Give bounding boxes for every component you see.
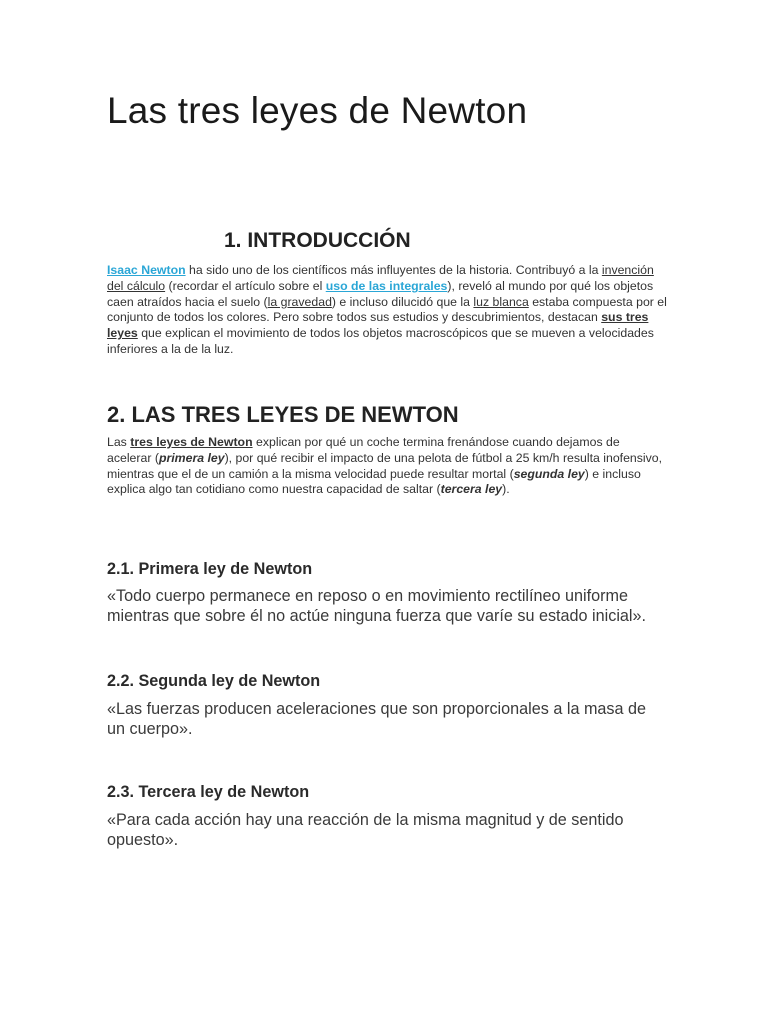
- subheading-first-law: 2.1. Primera ley de Newton: [107, 560, 313, 578]
- link-uso-de-las-integrales[interactable]: uso de las integrales: [325, 278, 448, 293]
- intro-text: ) e incluso dilucidó que la: [331, 294, 474, 309]
- quote-second-law: «Las fuerzas producen aceleraciones que son proporcionales a la masa de un cuerpo».: [107, 700, 647, 738]
- three-laws-paragraph: [107, 435, 667, 498]
- intro-text: ha sido uno de los científicos más influyentes de la historia. Contribuyó a la: [185, 263, 602, 277]
- section-heading-three-laws: 2. LAS TRES LEYES DE NEWTON: [107, 402, 459, 427]
- intro-text: estaba compuesta por el conjunto de todos los colores. Pero sobre todos sus estudios y descubrimientos, destacan: [107, 294, 667, 325]
- link-isaac-newton[interactable]: Isaac Newton: [107, 263, 186, 277]
- document-title: Las tres leyes de Newton: [107, 90, 528, 131]
- link-la-gravedad[interactable]: la gravedad: [267, 294, 332, 309]
- intro-text: que explican el movimiento de todos los objetos macroscópicos que se mueven a velocidades inferiores a la de la luz.: [107, 326, 654, 356]
- link-luz-blanca[interactable]: luz blanca: [473, 294, 529, 309]
- emphasis-primera-ley: primera ley: [158, 450, 225, 465]
- laws-text: ).: [502, 482, 510, 497]
- emphasis-segunda-ley: segunda ley: [513, 466, 585, 481]
- subheading-second-law: 2.2. Segunda ley de Newton: [107, 672, 321, 690]
- laws-text: explican por qué un coche termina frenándose cuando dejamos de acelerar (: [107, 435, 620, 465]
- laws-text: ), por qué recibir el impacto de una pelota de fútbol a 25 km/h resulta inofensivo, mientras que el de un camión a la misma velocidad puede resultar mortal (: [107, 450, 663, 481]
- intro-text: ), reveló al mundo por qué los objetos caen atraídos hacia el suelo (: [107, 278, 654, 309]
- section-heading-introduction: 1. INTRODUCCIÓN: [224, 229, 411, 252]
- quote-first-law: «Todo cuerpo permanece en reposo o en movimiento rectilíneo uniforme mientras que sobre él no actúe ninguna fuerza que varíe su estado inicial».: [107, 587, 647, 625]
- subheading-third-law: 2.3. Tercera ley de Newton: [107, 783, 310, 801]
- link-invencion-del-calculo[interactable]: invención del cálculo: [107, 263, 654, 293]
- laws-text: Las: [107, 435, 131, 449]
- intro-text: (recordar el artículo sobre el: [165, 278, 326, 293]
- laws-text: ) e incluso explica algo tan cotidiano como nuestra capacidad de saltar (: [107, 466, 641, 497]
- introduction-paragraph: [107, 263, 667, 358]
- link-sus-tres-leyes[interactable]: sus tres leyes: [107, 310, 649, 341]
- emphasis-tercera-ley: tercera ley: [440, 482, 503, 497]
- link-tres-leyes-de-newton[interactable]: tres leyes de Newton: [130, 435, 253, 449]
- quote-third-law: «Para cada acción hay una reacción de la misma magnitud y de sentido opuesto».: [107, 811, 624, 849]
